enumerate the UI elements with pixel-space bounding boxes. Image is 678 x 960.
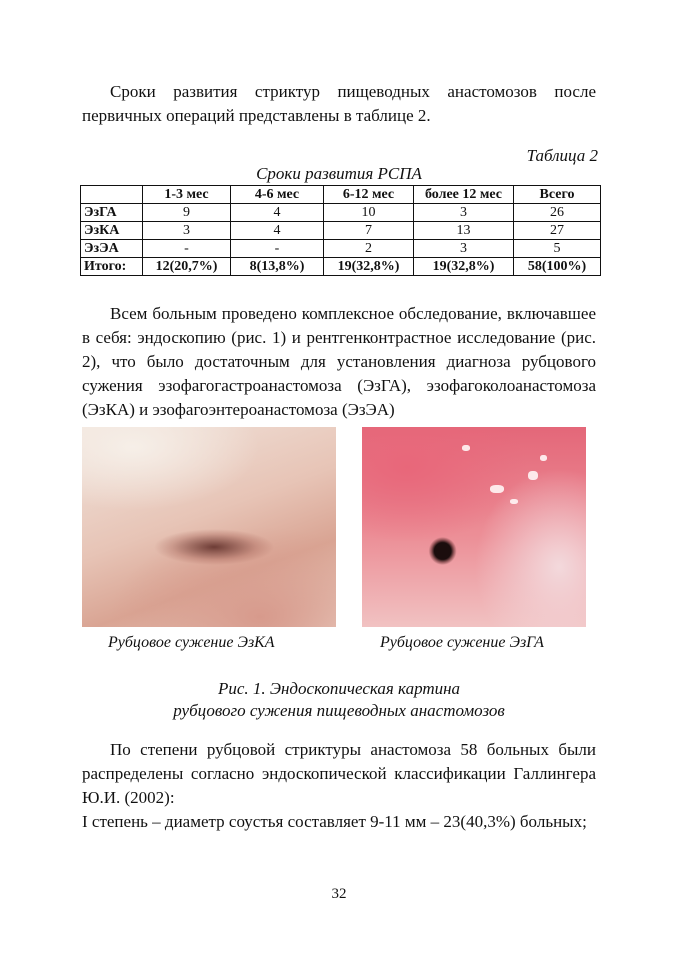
endoscopy-photo-ezka (82, 427, 336, 627)
table-cell: 58(100%) (514, 258, 601, 276)
table-cell: 13 (414, 222, 514, 240)
table-row (81, 222, 601, 240)
table-cell: 19(32,8%) (414, 258, 514, 276)
table-cell: 5 (514, 240, 601, 258)
row-header: ЭзГА (81, 204, 143, 222)
row-header: Итого: (81, 258, 143, 276)
header-cell (81, 186, 143, 204)
table-cell: 3 (414, 204, 514, 222)
figure-caption-line2: рубцового сужения пищеводных анастомозов (173, 701, 505, 720)
page-number: 32 (331, 886, 347, 902)
table-cell: 7 (324, 222, 414, 240)
header-cell: 4-6 мес (231, 186, 324, 204)
figure-caption (82, 678, 596, 722)
header-cell: 6-12 мес (324, 186, 414, 204)
table-cell: 3 (143, 222, 231, 240)
header-cell: Всего (514, 186, 601, 204)
table-cell: 12(20,7%) (143, 258, 231, 276)
header-cell: 1-3 мес (143, 186, 231, 204)
table-cell: 4 (231, 204, 324, 222)
table-cell: 9 (143, 204, 231, 222)
left-photo-caption: Рубцовое сужение ЭзКА (108, 634, 275, 651)
degree-1-paragraph: I степень – диаметр соустья составляет 9-11 мм – 23(40,3%) больных; (82, 812, 587, 831)
endoscopy-photo-ezga (362, 427, 586, 627)
table-header-row (81, 186, 601, 204)
header-cell: более 12 мес (414, 186, 514, 204)
table-cell: 27 (514, 222, 601, 240)
timing-table (80, 185, 601, 276)
table-cell: 4 (231, 222, 324, 240)
table-cell: 2 (324, 240, 414, 258)
degree-paragraph: По степени рубцовой стриктуры анастомоза 58 больных были распределены согласно эндоскопической классификации Галлингера Ю.И. (2002): (82, 740, 596, 807)
table-cell: - (231, 240, 324, 258)
table-cell: 8(13,8%) (231, 258, 324, 276)
table-cell: 3 (414, 240, 514, 258)
table-cell: - (143, 240, 231, 258)
table-cell: 10 (324, 204, 414, 222)
intro-paragraph: Сроки развития стриктур пищеводных анастомозов после первичных операций представлены в таблице 2. (82, 82, 596, 125)
exam-paragraph: Всем больным проведено комплексное обследование, включавшее в себя: эндоскопию (рис. 1) и рентгенконтрастное исследование (рис. 2), что было достаточным для установления диагноза рубцового сужения эзофагогастроанастомоза (ЭзГА), эзофагоколоанастомоза (ЭзКА) и эзофагоэнтероанастомоза (ЭзЭА) (82, 304, 596, 419)
row-header: ЭзКА (81, 222, 143, 240)
table-row (81, 240, 601, 258)
table-title: Сроки развития РСПА (256, 164, 422, 183)
row-header: ЭзЭА (81, 240, 143, 258)
table-cell: 26 (514, 204, 601, 222)
table-total-row (81, 258, 601, 276)
table-cell: 19(32,8%) (324, 258, 414, 276)
table-label: Таблица 2 (526, 146, 598, 165)
table-row (81, 204, 601, 222)
figure-caption-line1: Рис. 1. Эндоскопическая картина (217, 679, 461, 698)
right-photo-caption: Рубцовое сужение ЭзГА (380, 634, 544, 651)
